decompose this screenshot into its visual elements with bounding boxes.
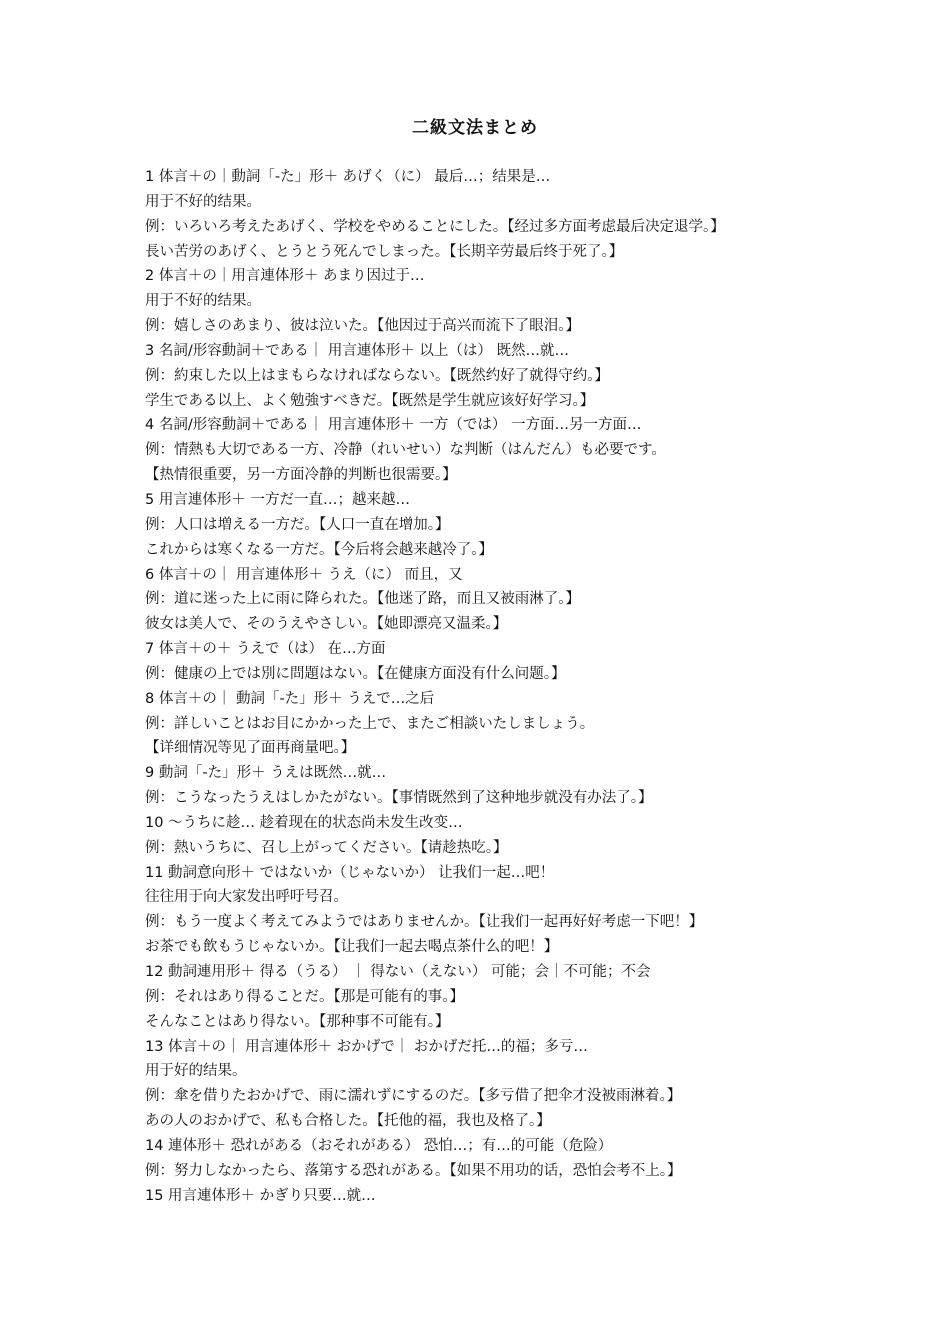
text-line: 例：熱いうちに、召し上がってください。【请趁热吃。】 [145,839,508,856]
text-line: 12 動詞連用形＋ 得る（うる） ｜ 得ない（えない） 可能；会｜不可能；不会 [145,964,651,980]
text-line: 例：詳しいことはお目にかかった上で、またご相談いたしましょう。 [145,715,595,732]
text-line: 10 ～うちに趁… 趁着现在的状态尚未发生改变… [145,814,463,831]
text-line: 【热情很重要，另一方面冷静的判断也很需要。】 [145,467,457,484]
text-line: 学生である以上、よく勉強すべきだ。【既然是学生就应该好好学习。】 [145,392,595,409]
text-line: 13 体言＋の｜ 用言連体形＋ おかげで｜ おかげだ托…的福；多亏… [145,1038,588,1055]
text-line: 例：こうなったうえはしかたがない。【事情既然到了这种地步就没有办法了。】 [145,790,653,807]
document-title: 二級文法まとめ [412,118,538,138]
text-line: 例：努力しなかったら、落第する恐れがある。【如果不用功的话，恐怕会考不上。】 [145,1162,682,1179]
text-line: 例：約束した以上はまもらなければならない。【既然约好了就得守约。】 [145,367,609,384]
text-line: 15 用言連体形＋ かぎり只要…就… [145,1187,376,1204]
text-line: 8 体言＋の｜ 動詞「-た」形＋ うえで…之后 [145,690,435,707]
text-line: 用于不好的结果。 [145,193,261,210]
text-line: 例：情熱も大切である一方、冷静（れいせい）な判断（はんだん）も必要です。 [145,442,666,459]
text-line: 例：人口は増える一方だ。【人口一直在增加。】 [145,516,450,533]
text-line: 2 体言＋の｜用言連体形＋ あまり因过于… [145,268,425,285]
text-line: 7 体言＋の＋ うえで（は） 在…方面 [145,641,386,658]
text-line: 例：それはあり得ることだ。【那是可能有的事。】 [145,988,464,1005]
text-line: お茶でも飲もうじゃないか。【让我们一起去喝点茶什么的吧！】 [145,939,559,956]
text-line: 例：もう一度よく考えてみようではありませんか。【让我们一起再好好考虑一下吧！】 [145,914,704,931]
text-line: 3 名詞/形容動詞＋である｜ 用言連体形＋ 以上（は） 既然…就… [145,342,570,359]
text-line: 【详细情况等见了面再商量吧。】 [145,740,356,757]
text-line: あの人のおかげで、私も合格した。【托他的福，我也及格了。】 [145,1113,551,1130]
text-line: 4 名詞/形容動詞＋である｜ 用言連体形＋ 一方（では） 一方面…另一方面… [145,417,642,434]
text-line: 用于好的结果。 [145,1063,247,1080]
grammar-list [145,165,925,1208]
text-line: 用于不好的结果。 [145,293,261,310]
text-line: 1 体言＋の｜動詞「-た」形＋ あげく（に） 最后…；结果是… [145,169,551,185]
text-line: そんなことはあり得ない。【那种事不可能有。】 [145,1013,450,1030]
text-line: 往往用于向大家发出呼吁号召。 [145,889,348,906]
text-line: これからは寒くなる一方だ。【今后将会越来越冷了。】 [145,541,493,558]
text-line: 例：いろいろ考えたあげく、学校をやめることにした。【经过多方面考虑最后决定退学。】 [145,218,725,235]
text-line: 長い苦労のあげく、とうとう死んでしまった。【长期辛劳最后终于死了。】 [145,243,624,260]
text-line: 9 動詞「-た」形＋ うえは既然…就… [145,765,387,782]
text-line: 5 用言連体形＋ 一方だ一直…；越来越… [145,491,410,508]
text-line: 彼女は美人で、そのうえやさしい。【她即漂亮又温柔。】 [145,616,508,633]
text-line: 6 体言＋の｜ 用言連体形＋ うえ（に） 而且，又 [145,566,463,583]
text-line: 例：健康の上では別に問題はない。【在健康方面没有什么问题。】 [145,665,566,682]
text-line: 例：道に迷った上に雨に降られた。【他迷了路，而且又被雨淋了。】 [145,591,580,608]
text-line: 14 連体形＋ 恐れがある（おそれがある） 恐怕…；有…的可能（危险） [145,1137,613,1154]
text-line: 11 動詞意向形＋ ではないか（じゃないか） 让我们一起…吧！ [145,864,555,881]
text-line: 例：嬉しさのあまり、彼は泣いた。【他因过于高兴而流下了眼泪。】 [145,318,580,335]
text-line: 例：傘を借りたおかげで、雨に濡れずにするのだ。【多亏借了把伞才没被雨淋着。】 [145,1088,682,1105]
